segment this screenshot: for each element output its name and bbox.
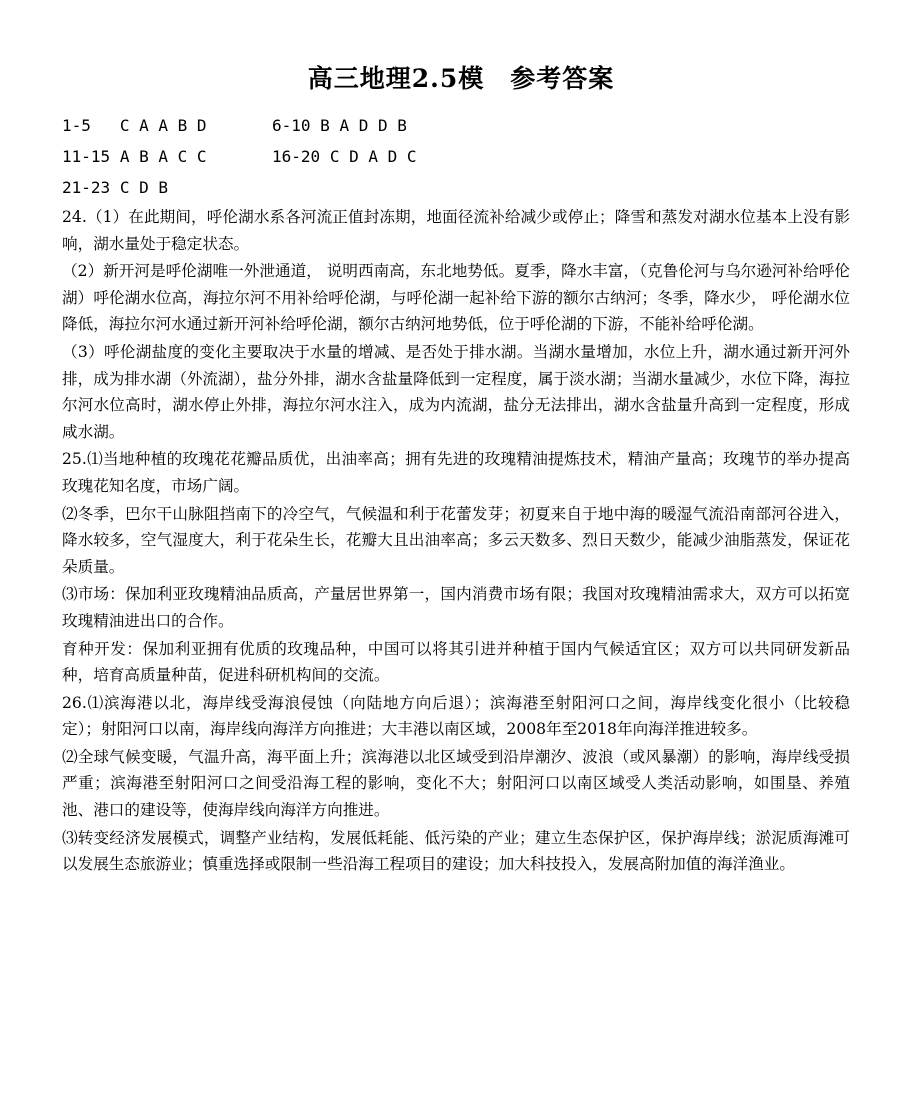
choice-row-1 xyxy=(62,110,850,141)
answer-letters: C A A B D xyxy=(119,116,207,135)
q26-part-1: 26.⑴滨海港以北，海岸线受海浪侵蚀（向陆地方向后退）；滨海港至射阳河口之间，海岸线变化很小（比较稳定）；射阳河口以南，海岸线向海洋方向推进；大丰港以南区域，2008年至2018年向海洋推进较多。 xyxy=(62,693,850,739)
choice-group xyxy=(62,141,272,172)
q25-part-3: ⑶市场：保加利亚玫瑰精油品质高，产量居世界第一，国内消费市场有限；我国对玫瑰精油需求大，双方可以拓宽玫瑰精油进出口的合作。 xyxy=(62,585,850,630)
choice-group xyxy=(62,172,272,203)
q25-part-3-breeding: 育种开发：保加利亚拥有优质的玫瑰品种，中国可以将其引进并种植于国内气候适宜区；双方可以共同研发新品种，培育高质量种苗，促进科研机构间的交流。 xyxy=(62,639,850,685)
choice-row-2 xyxy=(62,141,850,172)
question-range: 21-23 xyxy=(62,178,111,197)
page-title: 高三地理2.5模 参考答案 xyxy=(307,64,615,93)
q26-part-2: ⑵全球气候变暖，气温升高，海平面上升；滨海港以北区域受到沿岸潮汐、波浪（或风暴潮）的影响，海岸线受损严重；滨海港至射阳河口之间受沿海工程的影响，变化不大；射阳河口以南区域受人类活动影响，如围垦、养殖池、港口的建设等，使海岸线向海洋方向推进。 xyxy=(62,747,850,820)
choice-group xyxy=(272,110,407,141)
q25-part-1: 25.⑴当地种植的玫瑰花花瓣品质优，出油率高；拥有先进的玫瑰精油提炼技术，精油产量高；玫瑰节的举办提高玫瑰花知名度，市场广阔。 xyxy=(62,450,850,495)
q26-part-3: ⑶转变经济发展模式，调整产业结构，发展低耗能、低污染的产业；建立生态保护区，保护海岸线；淤泥质海滩可以发展生态旅游业；慎重选择或限制一些沿海工程项目的建设；加大科技投入，发展高附加值的海洋渔业。 xyxy=(62,828,850,874)
choice-answers xyxy=(62,110,850,203)
q24-part-3: （3）呼伦湖盐度的变化主要取决于水量的增减、是否处于排水湖。当湖水量增加，水位上升，湖水通过新开河外排，成为排水湖（外流湖），盐分外排，湖水含盐量降低到一定程度，属于淡水湖；当湖水量减少，水位下降，海拉尔河水位高时，湖水停止外排，海拉尔河水注入，成为内流湖，盐分无法排出，湖水含盐量升高到一定程度，形成咸水湖。 xyxy=(62,342,850,441)
answer-letters: C D B xyxy=(119,178,168,197)
q25-part-2: ⑵冬季，巴尔干山脉阻挡南下的冷空气，气候温和利于花蕾发芽；初夏来自于地中海的暖湿气流沿南部河谷进入，降水较多，空气湿度大，利于花朵生长，花瓣大且出油率高；多云天数多、烈日天数少，能减少油脂蒸发，保证花朵质量。 xyxy=(62,504,850,576)
q24-part-2: （2）新开河是呼伦湖唯一外泄通道， 说明西南高，东北地势低。夏季，降水丰富，（克鲁伦河与乌尔逊河补给呼伦湖）呼伦湖水位高，海拉尔河不用补给呼伦湖，与呼伦湖一起补给下游的额尔古纳河；冬季，降水少， 呼伦湖水位降低，海拉尔河水通过新开河补给呼伦湖，额尔古纳河地势低，位于呼伦湖的下游，不能补给呼伦湖。 xyxy=(62,262,850,334)
answer-letters: C D A D C xyxy=(329,147,417,166)
answer-letters: B A D D B xyxy=(320,116,407,135)
answer-letters: A B A C C xyxy=(119,147,207,166)
q24-part-1: 24.（1）在此期间，呼伦湖水系各河流正值封冻期，地面径流补给减少或停止；降雪和蒸发对湖水位基本上没有影响，湖水量处于稳定状态。 xyxy=(62,208,850,253)
choice-group xyxy=(272,141,417,172)
choice-row-3 xyxy=(62,172,850,203)
choice-group xyxy=(62,110,272,141)
question-range: 11-15 xyxy=(62,147,111,166)
question-range: 6-10 xyxy=(272,116,311,135)
free-response-answers xyxy=(62,204,850,878)
question-range: 16-20 xyxy=(272,147,321,166)
question-range: 1-5 xyxy=(62,116,91,135)
